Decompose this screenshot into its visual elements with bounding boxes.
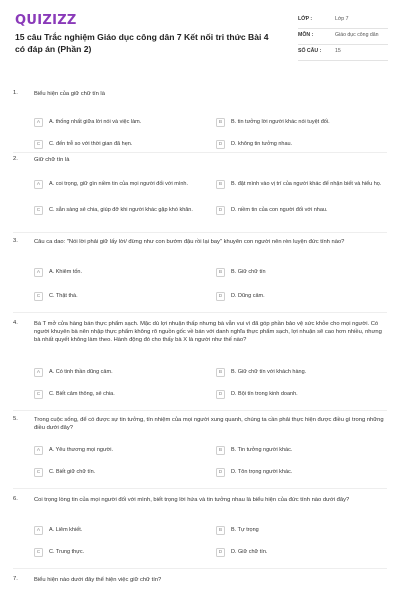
option-letter: C bbox=[34, 390, 43, 399]
meta-row-count bbox=[298, 45, 388, 61]
option-c[interactable] bbox=[34, 390, 204, 399]
option-text: B. Giữ chữ tín với khách hàng. bbox=[231, 368, 307, 375]
option-letter: C bbox=[34, 548, 43, 557]
question-divider bbox=[13, 312, 387, 313]
option-c[interactable] bbox=[34, 292, 204, 301]
meta-row-class bbox=[298, 13, 388, 29]
option-c[interactable] bbox=[34, 468, 204, 477]
question-number: 5. bbox=[13, 416, 18, 422]
option-letter: B bbox=[216, 268, 225, 277]
question-number: 6. bbox=[13, 496, 18, 502]
meta-label: SỐ CÂU : bbox=[298, 48, 322, 54]
option-text: B. tin tưởng lời người khác nói tuyệt đối. bbox=[231, 118, 330, 125]
meta-row-subject bbox=[298, 29, 388, 45]
question-text: Bà T mở cửa hàng bán thực phẩm sạch. Mặc dù lợi nhuận thấp nhưng bà vẫn vui vì đã góp phần bảo vệ sức khỏe cho mọi người. Có người khuyên bà nên nhập thực phẩm không rõ nguồn gốc về bán với danh nghĩa thực phẩm sạch, lợi nhuận sẽ cao hơn nhiều, nhưng bà nhất quyết không làm theo. Hành động đó cho thấy bà X là người như thế nào? bbox=[34, 321, 382, 344]
question-number: 2. bbox=[13, 156, 18, 162]
option-d[interactable] bbox=[216, 468, 386, 477]
option-c[interactable] bbox=[34, 140, 204, 149]
option-letter: B bbox=[216, 368, 225, 377]
option-b[interactable] bbox=[216, 446, 386, 455]
option-text: D. không tin tưởng nhau. bbox=[231, 140, 293, 147]
option-text: D. Bội tín trong kinh doanh. bbox=[231, 390, 298, 397]
option-letter: D bbox=[216, 292, 225, 301]
option-letter: A bbox=[34, 118, 43, 127]
option-letter: D bbox=[216, 206, 225, 215]
option-letter: C bbox=[34, 292, 43, 301]
option-letter: A bbox=[34, 368, 43, 377]
option-letter: C bbox=[34, 206, 43, 215]
meta-label: MÔN : bbox=[298, 32, 314, 38]
option-c[interactable] bbox=[34, 206, 204, 215]
option-letter: D bbox=[216, 548, 225, 557]
option-text: A. coi trọng, giữ gìn niềm tin của mọi người đối với mình. bbox=[49, 180, 188, 187]
option-b[interactable] bbox=[216, 368, 386, 377]
question-divider bbox=[13, 232, 387, 233]
option-letter: A bbox=[34, 526, 43, 535]
option-text: C. đến trễ so với thời gian đã hẹn. bbox=[49, 140, 133, 147]
option-text: A. Có tinh thần dũng cảm. bbox=[49, 368, 113, 375]
option-d[interactable] bbox=[216, 140, 386, 149]
option-text: B. đặt mình vào vị trí của người khác để nhận biết và hiểu họ. bbox=[231, 180, 382, 187]
option-letter: D bbox=[216, 390, 225, 399]
meta-label: LỚP : bbox=[298, 16, 313, 22]
option-text: B. Giữ chữ tín bbox=[231, 268, 266, 275]
option-d[interactable] bbox=[216, 206, 386, 215]
question-text: Coi trọng lòng tin của mọi người đối với mình, biết trọng lời hứa và tin tưởng nhau là biểu hiện của đức tính nào dưới đây? bbox=[34, 497, 350, 503]
question-number: 7. bbox=[13, 576, 18, 582]
option-a[interactable] bbox=[34, 446, 204, 455]
question-divider bbox=[13, 410, 387, 411]
option-letter: B bbox=[216, 526, 225, 535]
option-letter: A bbox=[34, 446, 43, 455]
option-text: C. Biết cảm thông, sẻ chia. bbox=[49, 390, 115, 397]
option-d[interactable] bbox=[216, 548, 386, 557]
document-title: 15 câu Trắc nghiệm Giáo dục công dân 7 Kết nối tri thức Bài 4 có đáp án (Phần 2) bbox=[15, 32, 269, 54]
option-text: A. Liêm khiết. bbox=[49, 526, 83, 533]
quizizz-logo: QUIZIZZ bbox=[15, 13, 77, 28]
option-letter: C bbox=[34, 140, 43, 149]
option-c[interactable] bbox=[34, 548, 204, 557]
option-text: A. Yêu thương mọi người. bbox=[49, 446, 114, 453]
option-d[interactable] bbox=[216, 292, 386, 301]
option-text: D. Dũng cảm. bbox=[231, 292, 265, 299]
question-text: Biểu hiện nào dưới đây thể hiện việc giữ chữ tín? bbox=[34, 577, 162, 583]
option-letter: B bbox=[216, 118, 225, 127]
meta-value: Giáo dục công dân bbox=[335, 32, 379, 38]
option-b[interactable] bbox=[216, 526, 386, 535]
option-text: B. Tự trọng bbox=[231, 526, 259, 533]
option-text: B. Tin tưởng người khác. bbox=[231, 446, 293, 453]
option-text: C. Trung thực. bbox=[49, 548, 85, 555]
option-text: D. Giữ chữ tín. bbox=[231, 548, 268, 555]
option-a[interactable] bbox=[34, 180, 204, 189]
question-text: Câu ca dao: "Nói lời phải giữ lấy lời/ đừng như con bướm đậu rồi lại bay" khuyên con người nên rèn luyện đức tính nào? bbox=[34, 239, 345, 245]
option-a[interactable] bbox=[34, 268, 204, 277]
option-text: C. Biết giữ chữ tín. bbox=[49, 468, 96, 475]
option-text: A. thống nhất giữa lời nói và việc làm. bbox=[49, 118, 142, 125]
meta-value: 15 bbox=[335, 48, 341, 54]
option-text: D. niềm tin của con người đối với nhau. bbox=[231, 206, 328, 213]
option-letter: A bbox=[34, 268, 43, 277]
question-number: 1. bbox=[13, 90, 18, 96]
meta-value: Lớp 7 bbox=[335, 16, 349, 22]
document-header bbox=[0, 0, 400, 72]
option-a[interactable] bbox=[34, 118, 204, 127]
question-text: Giữ chữ tín là bbox=[34, 157, 70, 163]
option-b[interactable] bbox=[216, 268, 386, 277]
option-a[interactable] bbox=[34, 368, 204, 377]
question-text: Trong cuộc sống, để có được sự tin tưởng, tín nhiệm của mọi người xung quanh, chúng ta cần phải thực hiện được điều gì trong những điều dưới đây? bbox=[34, 417, 384, 432]
option-letter: D bbox=[216, 140, 225, 149]
question-text: Biểu hiện của giữ chữ tín là bbox=[34, 91, 105, 97]
option-text: A. Khiêm tốn. bbox=[49, 268, 83, 275]
question-number: 3. bbox=[13, 238, 18, 244]
option-letter: B bbox=[216, 180, 225, 189]
question-divider bbox=[13, 152, 387, 153]
option-b[interactable] bbox=[216, 180, 386, 189]
option-b[interactable] bbox=[216, 118, 386, 127]
option-letter: C bbox=[34, 468, 43, 477]
option-text: C. sẵn sàng sẻ chia, giúp đỡ khi người khác gặp khó khăn. bbox=[49, 206, 193, 213]
option-a[interactable] bbox=[34, 526, 204, 535]
option-letter: A bbox=[34, 180, 43, 189]
question-divider bbox=[13, 488, 387, 489]
option-text: D. Tôn trọng người khác. bbox=[231, 468, 293, 475]
option-text: C. Thật thà. bbox=[49, 292, 78, 299]
meta-box bbox=[298, 13, 388, 61]
option-letter: D bbox=[216, 468, 225, 477]
question-divider bbox=[13, 568, 387, 569]
option-letter: B bbox=[216, 446, 225, 455]
option-d[interactable] bbox=[216, 390, 386, 399]
question-number: 4. bbox=[13, 320, 18, 326]
